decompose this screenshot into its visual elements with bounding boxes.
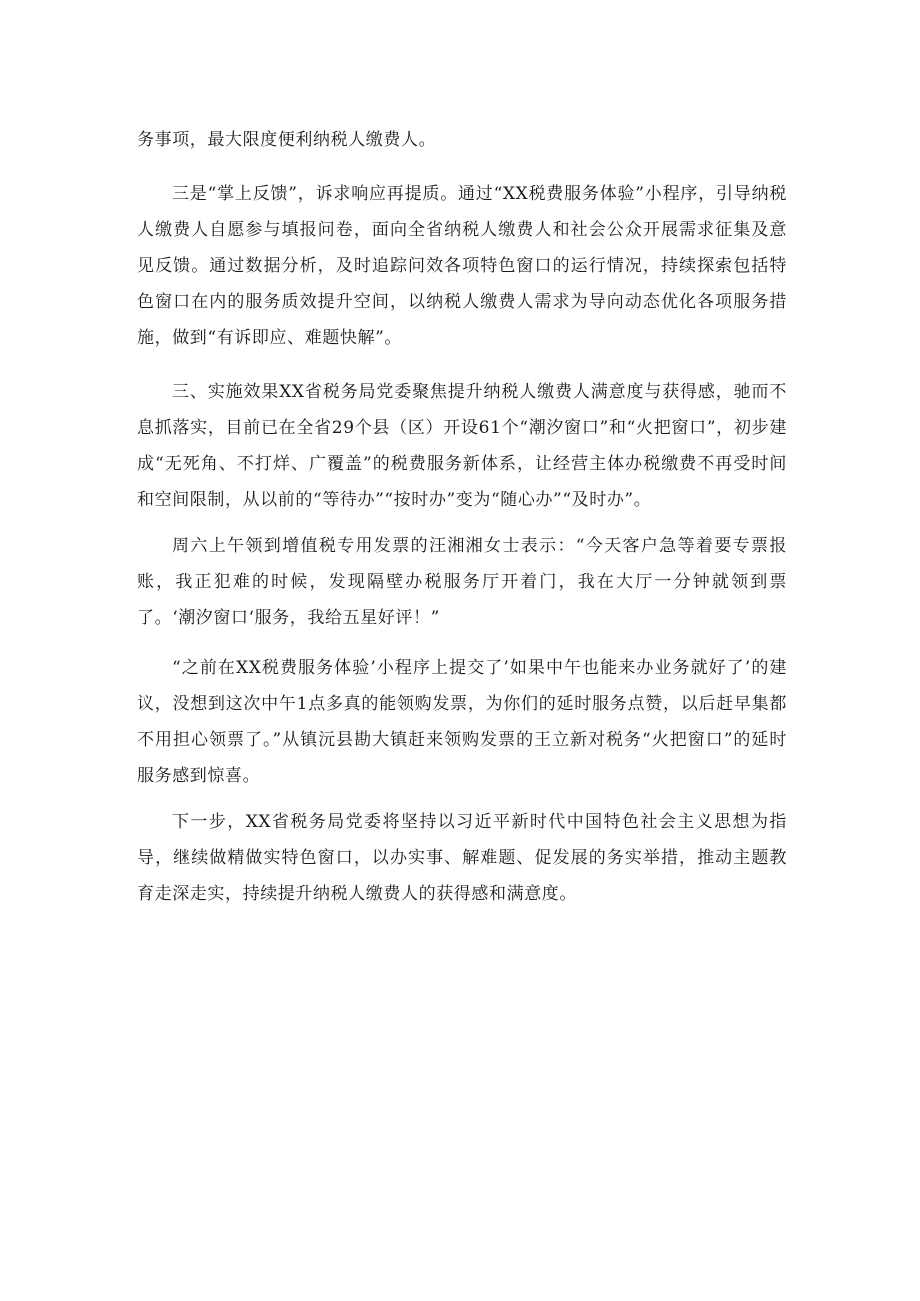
- paragraph-feedback: 三是“掌上反馈”，诉求响应再提质。通过“XX税费服务体验”小程序，引导纳税人缴费人自愿参与填报问卷，面向全省纳税人缴费人和社会公众开展需求征集及意见反馈。通过数据分析，及时追踪问效各项特色窗口的运行情况，持续探索包括特色窗口在内的服务质效提升空间，以纳税人缴费人需求为导向动态优化各项服务措施，做到“有诉即应、难题快解”。: [137, 184, 787, 348]
- paragraph-next-step: 下一步，XX省税务局党委将坚持以习近平新时代中国特色社会主义思想为指导，继续做精做实特色窗口，以办实事、解难题、促发展的务实举措，推动主题教育走深走实，持续提升纳税人缴费人的获得感和满意度。: [137, 812, 787, 904]
- paragraph-quote-lixin: “之前在XX税费服务体验’小程序上提交了’如果中午也能来办业务就好了’的建议，没想到这次中午1点多真的能领购发票，为你们的延时服务点赞，以后赶早集都不用担心领票了。”从镇沅县勘大镇赶来领购发票的王立新对税务“火把窗口”的延时服务感到惊喜。: [137, 658, 787, 786]
- paragraph-continuation: 务事项，最大限度便利纳税人缴费人。: [137, 130, 437, 150]
- paragraph-quote-wang: 周六上午领到增值税专用发票的汪湘湘女士表示：“今天客户急等着要专票报账，我正犯难的时候，发现隔壁办税服务厅开着门，我在大厅一分钟就领到票了。‘潮汐窗口‘服务，我给五星好评！”: [137, 536, 787, 628]
- paragraph-results: 三、实施效果XX省税务局党委聚焦提升纳税人缴费人满意度与获得感，驰而不息抓落实，目前已在全省29个县（区）开设61个“潮汐窗口”和“火把窗口”，初步建成“无死角、不打烊、广覆盖”的税费服务新体系，让经营主体办税缴费不再受时间和空间限制，从以前的“等待办”“按时办”变为“随心办”“及时办”。: [137, 382, 787, 510]
